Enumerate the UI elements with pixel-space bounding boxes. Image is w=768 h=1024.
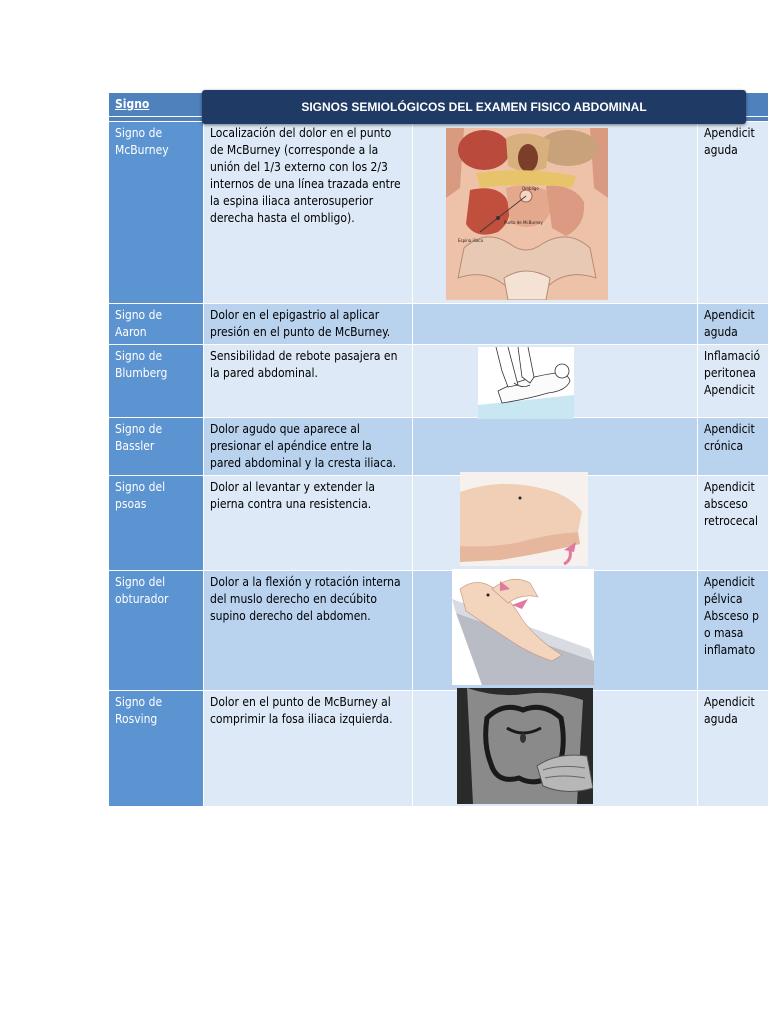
sign-description: Dolor a la flexión y rotación interna del muslo derecho en decúbito supino derecho del abdomen. (204, 571, 413, 691)
sign-name: Signo del psoas (109, 476, 204, 571)
sign-description: Dolor al levantar y extender la pierna contra una resistencia. (204, 476, 413, 571)
sign-name: Signo de Bassler (109, 418, 204, 476)
sign-description: Localización del dolor en el punto de McBurney (corresponde a la unión del 1/3 externo con los 2/3 internos de una línea trazada entre la espina iliaca anterosuperior derecha hasta el ombligo). (204, 122, 413, 304)
sign-indication: Apendicit crónica (698, 418, 768, 476)
sign-name: Signo de McBurney (109, 122, 204, 304)
sign-indication: Apendicit aguda (698, 122, 768, 304)
table-row (109, 122, 768, 304)
sign-image-cell (413, 418, 698, 476)
sign-description: Sensibilidad de rebote pasajera en la pared abdominal. (204, 345, 413, 418)
abdomen-anatomy-illustration (446, 128, 608, 300)
table-row (109, 345, 768, 418)
sign-name: Signo del obturador (109, 571, 204, 691)
sign-indication: Apendicit pélvica Absceso p o masa inflamato (698, 571, 768, 691)
header-sign: Signo (109, 93, 204, 117)
sign-indication: Apendicit aguda (698, 304, 768, 345)
blumberg-illustration (478, 347, 574, 419)
sign-image-cell (413, 304, 698, 345)
table-title-banner: SIGNOS SEMIOLÓGICOS DEL EXAMEN FISICO ABDOMINAL (202, 90, 746, 124)
sign-description: Dolor en el punto de McBurney al comprimir la fosa iliaca izquierda. (204, 691, 413, 807)
sign-indication: Inflamació peritonea Apendicit (698, 345, 768, 418)
sign-name: Signo de Blumberg (109, 345, 204, 418)
sign-description: Dolor agudo que aparece al presionar el apéndice entre la pared abdominal y la cresta iliaca. (204, 418, 413, 476)
label-ombligo: Ombligo (522, 186, 539, 191)
sign-name: Signo de Rosving (109, 691, 204, 807)
signs-table (108, 92, 768, 807)
rosving-illustration (457, 688, 593, 804)
obturador-illustration (452, 569, 594, 685)
table-row (109, 304, 768, 345)
label-mcburney: Punto de McBurney (504, 220, 543, 225)
sign-name: Signo de Aaron (109, 304, 204, 345)
sign-indication: Apendicit aguda (698, 691, 768, 807)
table-row (109, 571, 768, 691)
table-row (109, 476, 768, 571)
psoas-illustration (460, 472, 588, 566)
table-row (109, 691, 768, 807)
table-row (109, 418, 768, 476)
sign-indication: Apendicit absceso retrocecal (698, 476, 768, 571)
label-espina: Espina iliaca (458, 238, 483, 243)
sign-description: Dolor en el epigastrio al aplicar presión en el punto de McBurney. (204, 304, 413, 345)
